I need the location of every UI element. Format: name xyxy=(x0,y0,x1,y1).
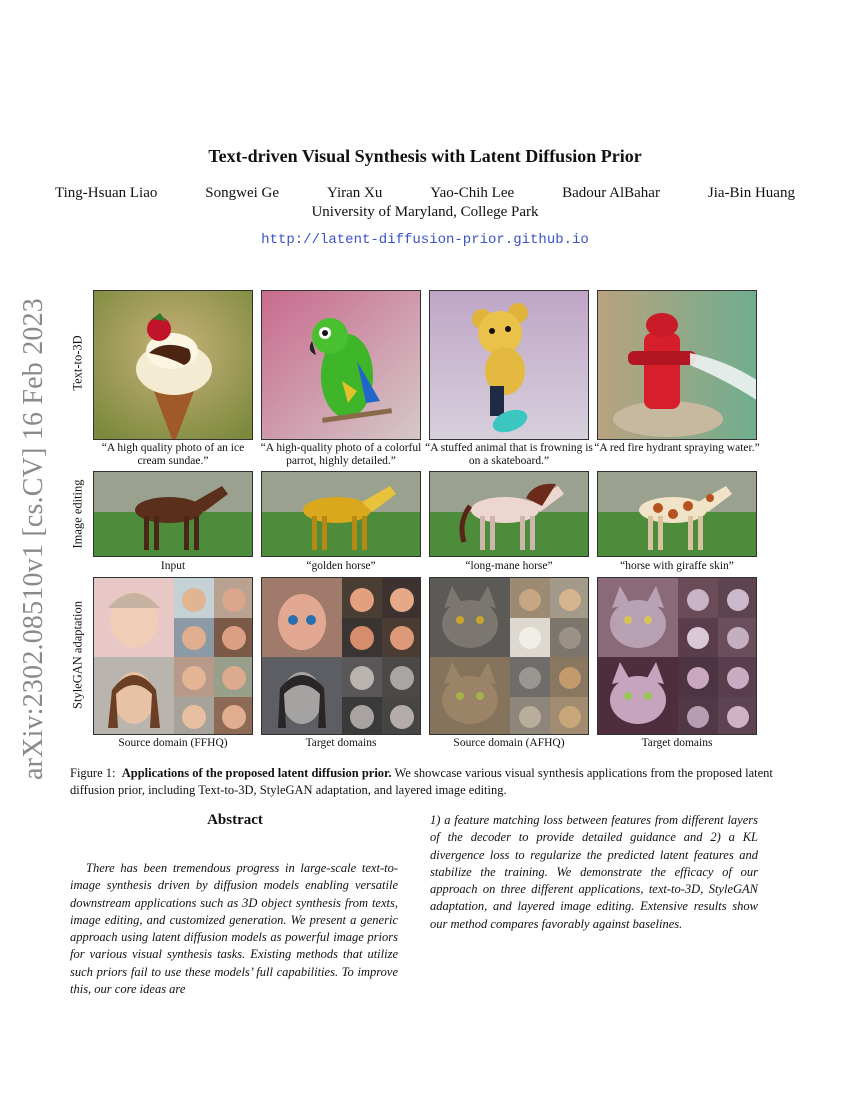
arxiv-identifier: arXiv:2302.08510v1 [cs.CV] 16 Feb 2023 xyxy=(18,297,49,780)
caption-ice-cream: “A high quality photo of an ice cream sundae.” xyxy=(101,442,245,467)
figure-caption-bold: Applications of the proposed latent diffusion prior. xyxy=(121,766,392,780)
long-mane-horse-image xyxy=(429,471,589,557)
afhq-source-cats-grid xyxy=(429,577,589,735)
affiliation: University of Maryland, College Park xyxy=(311,204,539,220)
caption-golden-horse: “golden horse” xyxy=(306,560,376,572)
caption-fire-hydrant: “A red fire hydrant spraying water.” xyxy=(594,442,760,454)
fire-hydrant-image xyxy=(597,290,757,440)
author: Ting-Hsuan Liao xyxy=(55,185,158,201)
author-list xyxy=(55,185,795,202)
caption-input: Input xyxy=(160,560,186,572)
ffhq-target-faces-grid xyxy=(261,577,421,735)
caption-afhq-target: Target domains xyxy=(641,737,713,749)
caption-afhq-source: Source domain (AFHQ) xyxy=(453,737,565,749)
figure-caption-label: Figure 1: xyxy=(70,766,116,780)
stuffed-animal-skateboard-image xyxy=(429,290,589,440)
ffhq-source-faces-grid xyxy=(93,577,253,735)
abstract-heading: Abstract xyxy=(207,812,263,828)
figure-caption-text: We showcase various visual synthesis applications from the proposed latent diffusion prior, including Text-to-3D, StyleGAN adaptation, and layered image editing. xyxy=(70,766,773,797)
author: Yao-Chih Lee xyxy=(430,185,515,201)
caption-long-mane-horse: “long-mane horse” xyxy=(465,560,553,572)
abstract-left-column: There has been tremendous progress in large-scale text-to-image synthesis driven by diffusion models enabling versatile downstream applications such as 3D object synthesis from texts, image editing, and customized generation. We present a generic approach using latent diffusion models as powerful image priors for various visual synthesis tasks. Existing methods that utilize such priors fail to use these models’ full capabilities. To improve this, our core ideas are xyxy=(70,861,398,997)
golden-horse-image xyxy=(261,471,421,557)
author: Badour AlBahar xyxy=(562,185,660,201)
caption-ffhq-source: Source domain (FFHQ) xyxy=(118,737,228,749)
caption-ffhq-target: Target domains xyxy=(305,737,377,749)
author: Yiran Xu xyxy=(326,185,383,201)
author: Songwei Ge xyxy=(205,185,280,201)
afhq-target-cats-grid xyxy=(597,577,757,735)
caption-giraffe-horse: “horse with giraffe skin” xyxy=(620,560,734,572)
author: Jia-Bin Huang xyxy=(707,185,795,201)
caption-stuffed-animal: “A stuffed animal that is frowning is on a skateboard.” xyxy=(425,442,593,467)
figure-caption xyxy=(70,765,780,799)
ice-cream-sundae-image xyxy=(93,290,253,440)
project-url-link[interactable]: http://latent-diffusion-prior.github.io xyxy=(261,232,589,248)
input-horse-image xyxy=(93,471,253,557)
abstract-right-column: 1) a feature matching loss between features from different layers of the decoder to provide detailed guidance and 2) a KL divergence loss to regularize the predicted latent features and stabilize the training. We demonstrate the efficacy of our approach on three different applications, text-to-3D, StyleGAN adaptation, and layered image editing. Extensive results show our method compares favorably against baselines. xyxy=(430,813,758,931)
paper-title: Text-driven Visual Synthesis with Latent Diffusion Prior xyxy=(208,146,642,166)
caption-parrot: “A high-quality photo of a colorful parrot, highly detailed.” xyxy=(260,442,422,467)
colorful-parrot-image xyxy=(261,290,421,440)
giraffe-skin-horse-image xyxy=(597,471,757,557)
